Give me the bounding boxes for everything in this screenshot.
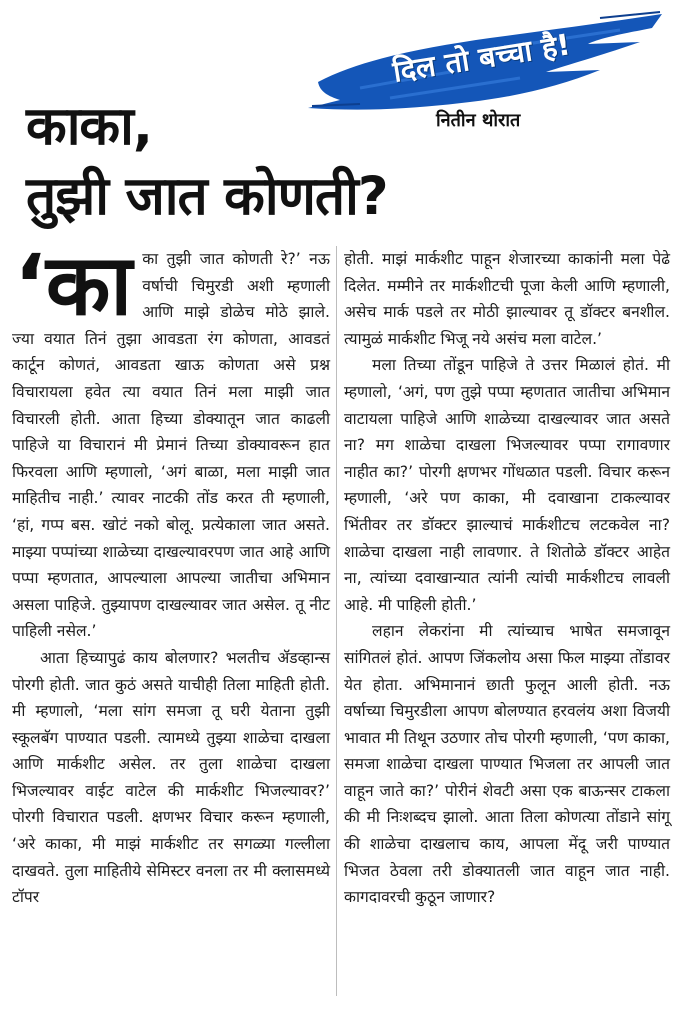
article-paragraph: आता हिच्यापुढं काय बोलणार? भलतीच ॲडव्हान्स पोरगी होती. जात कुठं असते याचीही तिला माहिती होती. मी म्हणालो, ‘मला सांग समजा तू घरी येताना तुझी स्कूलबॅग पाण्यात पडली. त्यामध्ये तुझ्या शाळेचा दाखला आणि मार्कशीट असेल. तर तुला शाळेचा दाखला भिजल्यावर वाईट वाटेल की मार्कशीट भिजल्यावर?’ पोरगी विचारात पडली. क्षणभर विचार करून म्हणाली, ‘अरे काका, मी माझं मार्कशीट तर सगळ्या गल्लीला दाखवते. तुला माहितीये सेमिस्टर वनला तर मी क्लासमध्ये टॉपर [12,648,330,907]
article-paragraph: होती. माझं मार्कशीट पाहून शेजारच्या काकांनी मला पेढे दिलेत. मम्मीने तर मार्कशीटची पूजा केली आणि म्हणाली, असेच मार्क पडले तर मोठी झाल्यावर तू डॉक्टर बनशील. त्यामुळं मार्कशीट भिजू नये असंच मला वाटेल.’ [344,250,670,348]
article-column-left [12,236,330,911]
headline [26,92,388,232]
drop-cap: ‘का [14,236,133,334]
headline-line-2: तुझी जात कोणती? [26,166,388,227]
headline-line-1: काका, [26,96,152,157]
article-paragraph: का तुझी जात कोणती रे?’ नऊ वर्षाची चिमुरडी अशी म्हणाली आणि माझे डोळेच मोठे झाले. ज्या वयात तिनं तुझा आवडता रंग कोणता, आवडतं कार्टून कोणतं, आवडता खाऊ कोणता असे प्रश्न विचारायला हवेत त्या वयात तिनं मला माझी जात विचारली होती. आता हिच्या डोक्यातून जात काढली पाहिजे या विचारानं मी प्रेमानं तिच्या डोक्यावरून हात फिरवला आणि म्हणालो, ‘अगं बाळा, मला माझी जात माहितीच नाही.’ त्यावर नाटकी तोंड करत ती म्हणाली, ‘हां, गप्प बस. खोटं नको बोलू. प्रत्येकाला जात असते. माझ्या पप्पांच्या शाळेच्या दाखल्यावरपण जात आहे आणि पप्पा म्हणतात, आपल्याला आपल्या जातीचा अभिमान असला पाहिजे. तुझ्यापण दाखल्यावर जात असेल. तू नीट पाहिली नसेल.’ [12,250,330,641]
column-divider [336,246,337,996]
article-paragraph: लहान लेकरांना मी त्यांच्याच भाषेत समजावून सांगितलं होतं. आपण जिंकलोय असा फिल माझ्या तोंडावर येत होता. अभिमानानं छाती फुलून आली होती. नऊ वर्षाच्या चिमुरडीला आपण बोलण्यात हरवलंय अशा विजयी भावात मी तिथून उठणार तोच पोरगी म्हणाली, ‘पण काका, समजा शाळेचा दाखला पाण्यात भिजला तर आपली जात वाहून जाते का?’ पोरीनं शेवटी असा एक बाऊन्सर टाकला की मी निःशब्दच झालो. आता तिला कोणत्या तोंडाने सांगू की शाळेचा दाखलाच काय, आपला मेंदू जरी पाण्यात भिजत ठेवला तरी डोक्यातली जात वाहून जात नाही. कागदावरची कुठून जाणार? [344,622,670,907]
author-byline: नितीन थोरात [436,110,521,131]
column-tag: दिल तो बच्चा है! [390,27,573,89]
article-paragraph: मला तिच्या तोंडून पाहिजे ते उत्तर मिळालं होतं. मी म्हणालो, ‘अगं, पण तुझे पप्पा म्हणतात जातीचा अभिमान वाटायला पाहिजे आणि शाळेच्या दाखल्यावर जात असते ना? मग शाळेचा दाखला भिजल्यावर पप्पा रागावणार नाहीत का?’ पोरगी क्षणभर गोंधळात पडली. विचार करून म्हणाली, ‘अरे पण काका, मी दवाखाना टाकल्यावर भिंतीवर तर डॉक्टर झाल्याचं मार्कशीटच लटकवेल ना? शाळेचा दाखला नाही लावणार. ते शितोळे डॉक्टर आहेत ना, त्यांच्या दवाखान्यात त्यांनी त्यांची मार्कशीटच लावली आहे. मी पाहिली होती.’ [344,356,670,614]
article-column-right [344,246,670,911]
